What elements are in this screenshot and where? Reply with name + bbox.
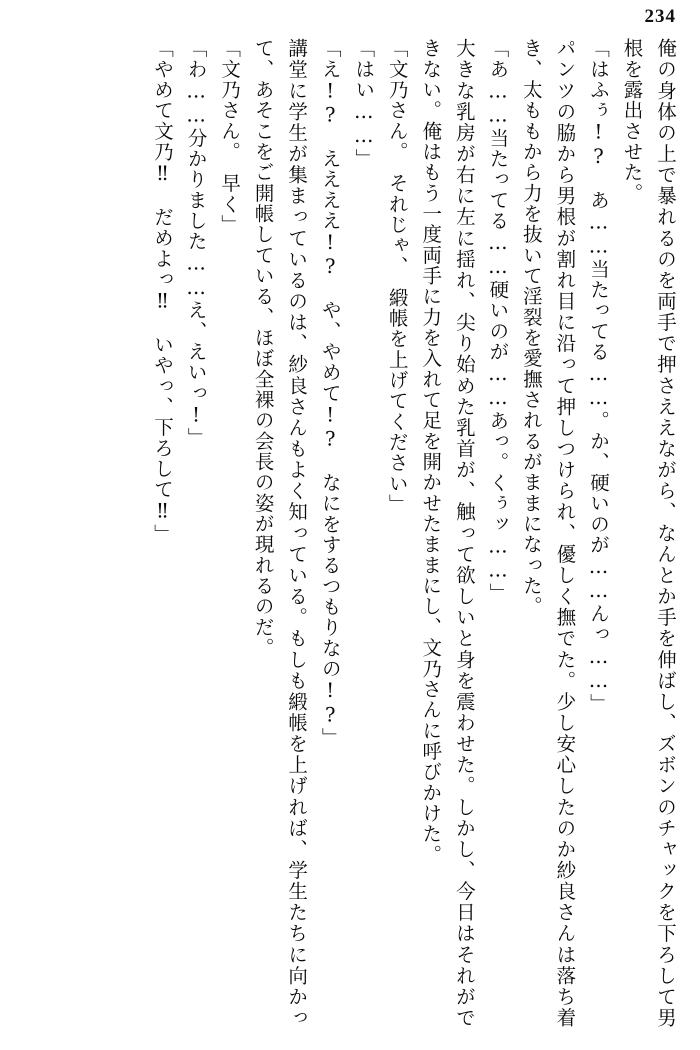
page-number: 234 <box>644 6 676 27</box>
paragraph-narration: 俺の身体の上で暴れるのを両手で押さええながら、なんとか手を伸ばし、ズボンのチャックを下ろして男根を露出させた。 <box>620 38 677 1028</box>
paragraph-dialogue: 「やめて文乃‼ だめよっ‼ いやっ、下ろして‼」 <box>151 38 175 545</box>
vertical-body-text <box>18 38 682 1028</box>
paragraph-dialogue: 「はい……」 <box>352 38 376 170</box>
paragraph-narration: 講堂に学生が集まっているのは、紗良さんもよく知っている。もしも緞帳を上げれば、学生たちに向かって、あそこをご開帳している、ほぼ全裸の会長の姿が現れるのだ。 <box>251 38 309 1028</box>
paragraph-narration: パンツの脇から男根が割れ目に沿って押しつけられ、優しく撫でた。少し安心したのか紗良さんは落ち着き、太ももから力を抜いて淫裂を愛撫されるがままになった。 <box>519 38 577 1028</box>
paragraph-narration: 大きな乳房が右に左に揺れ、尖り始めた乳首が、触って欲しいと身を震わせた。しかし、今日はそれができない。俺はもう一度両手に力を入れて足を開かせたままにし、文乃さんに呼びかけた。 <box>419 38 476 1028</box>
paragraph-dialogue: 「文乃さん。 早く」 <box>218 38 242 235</box>
paragraph-dialogue: 「え!? ええええ!? や、やめて!? なにをするつもりなの!?」 <box>318 38 342 749</box>
paragraph-dialogue: 「わ……分かりました……え、えいっ!」 <box>184 38 208 449</box>
paragraph-dialogue: 「あ……当たってる……硬いのが……あっ。くぅッ……」 <box>486 38 510 604</box>
paragraph-dialogue: 「文乃さん。 それじゃ、 緞帳を上げてください」 <box>385 38 409 515</box>
paragraph-dialogue: 「はふぅ!? あ……当たってる……。か、硬いのが……んっ……」 <box>586 38 610 714</box>
